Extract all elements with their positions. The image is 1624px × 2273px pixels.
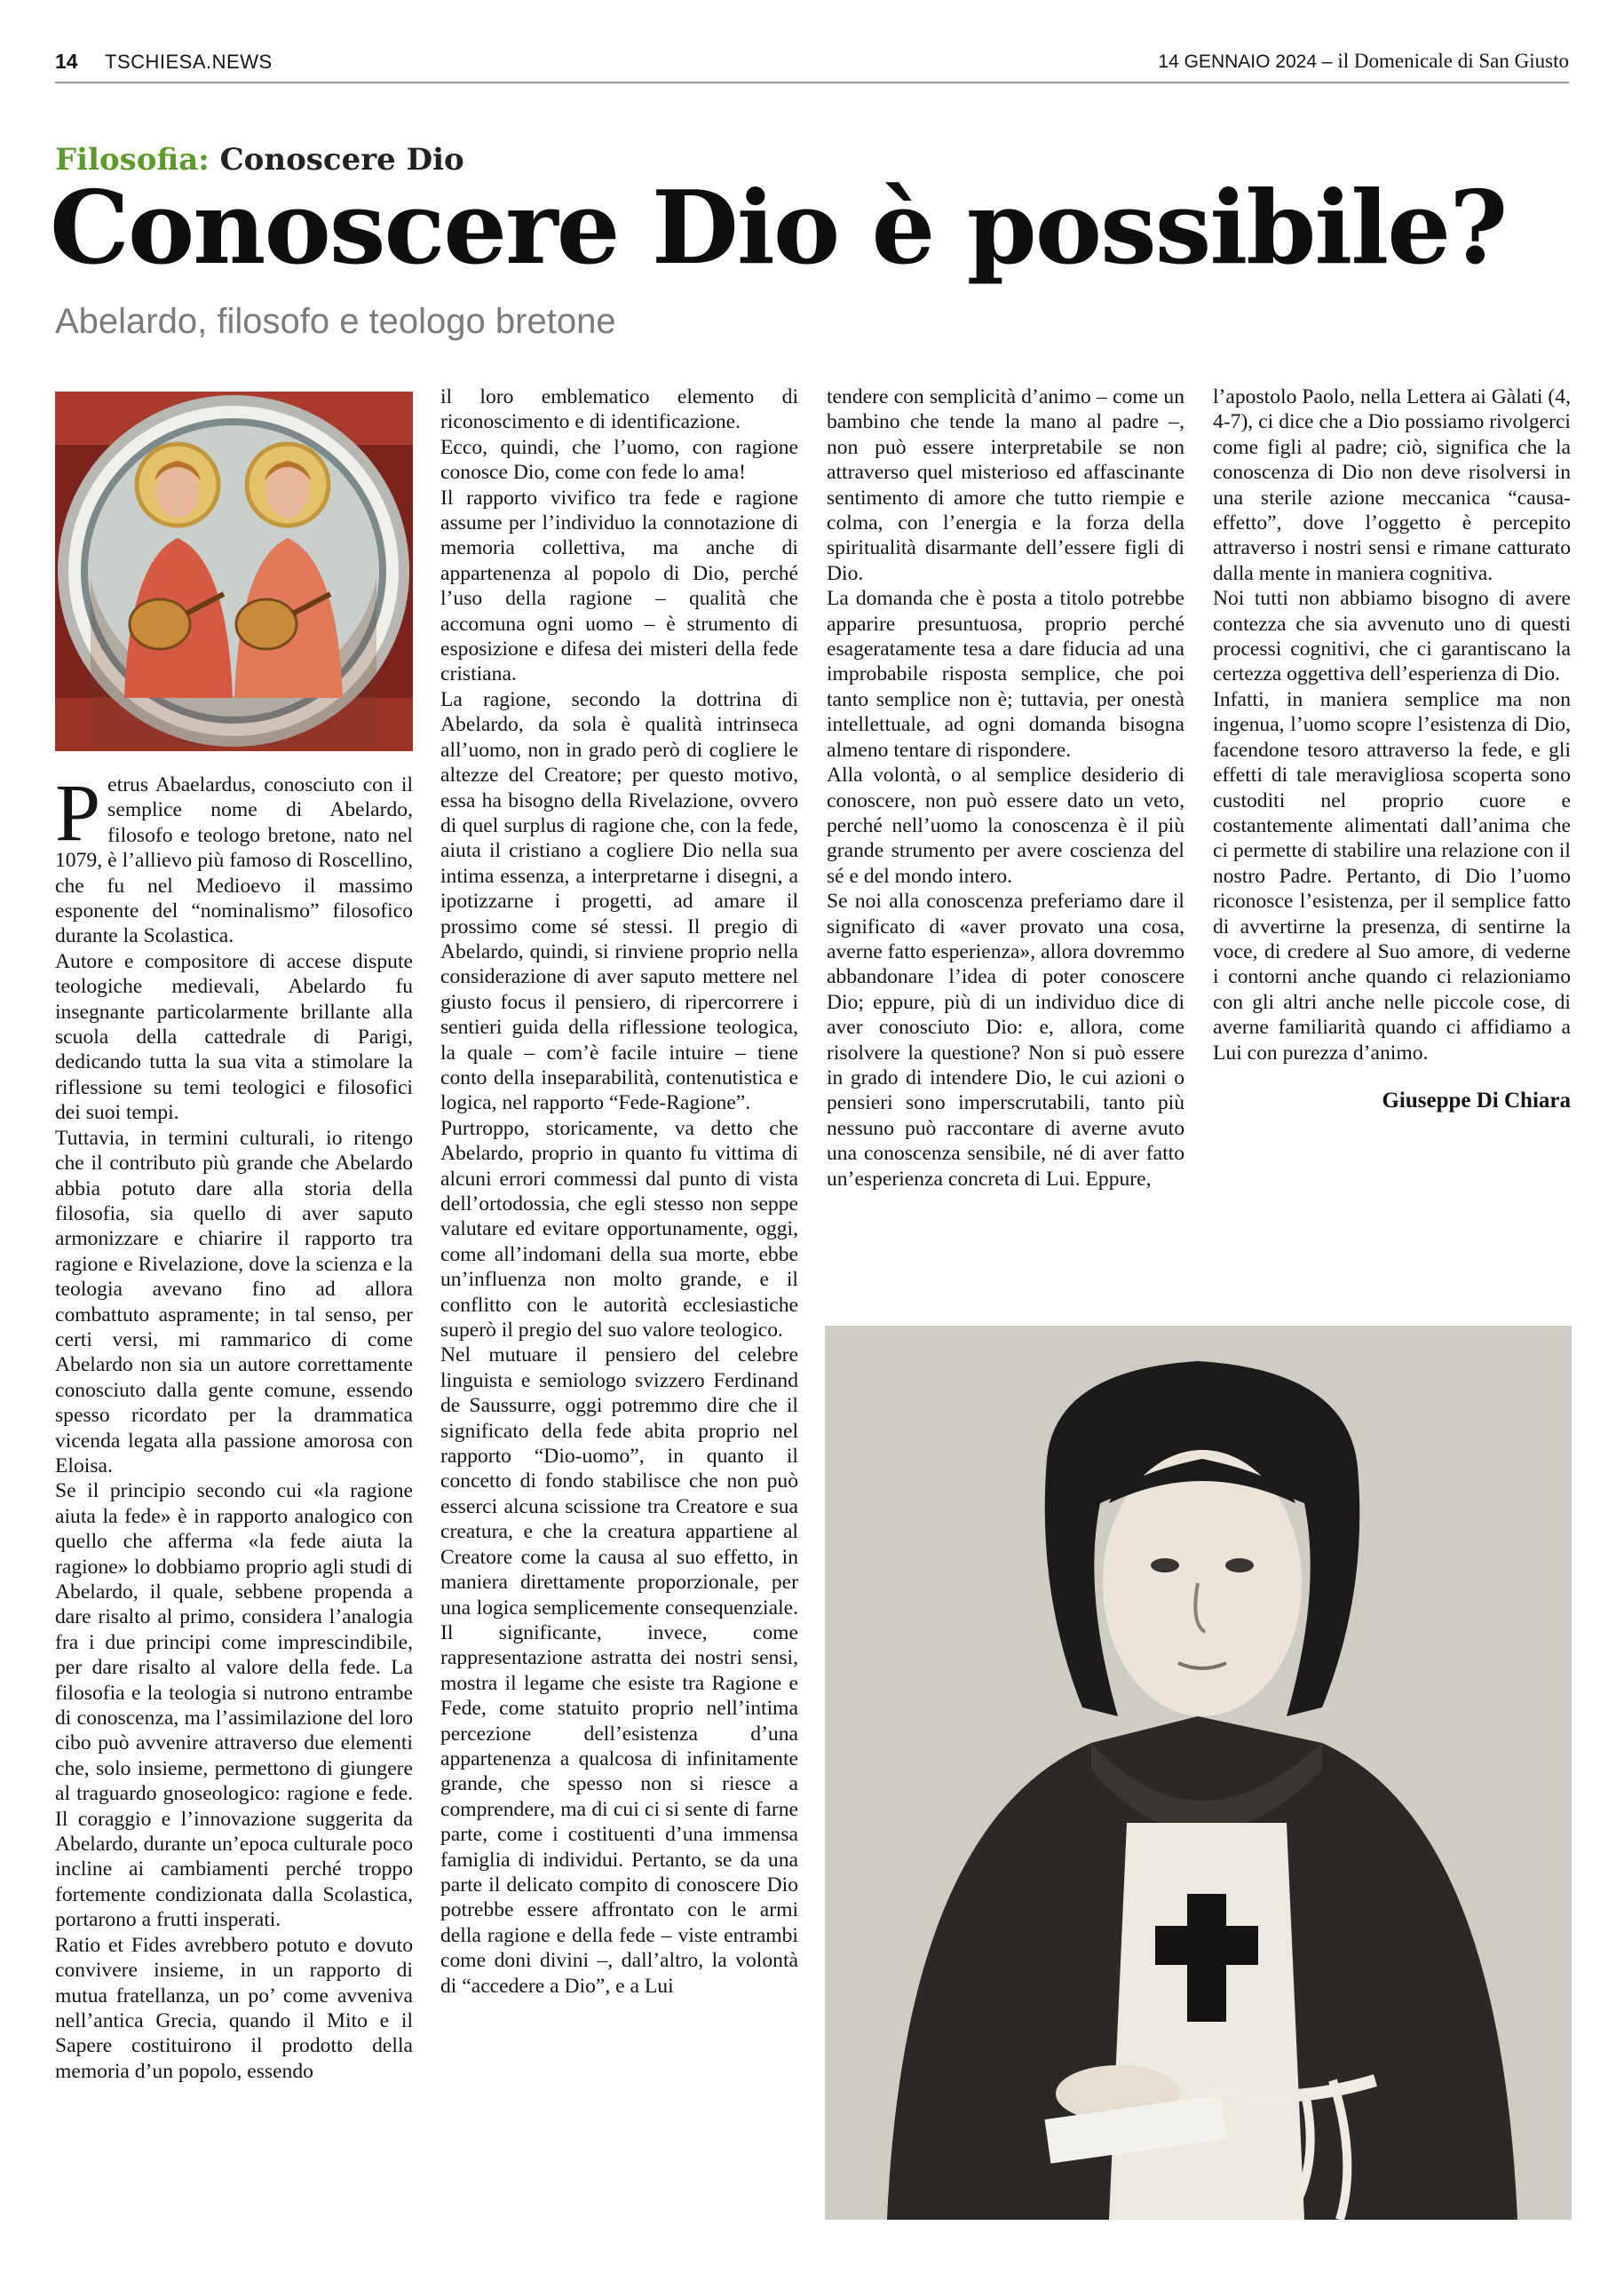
paragraph: Ratio et Fides avrebbero potuto e dovuto convivere insieme, in un rapporto di mutua fratellanza, un po’ come avveniva nell’antica Grecia, quando il Mito e il Sapere costituirono il prodotto della memoria d’un popolo, essendo: [55, 1933, 413, 2083]
header-rule: [55, 82, 1569, 83]
paragraph: [55, 767, 413, 949]
fresco-image: [55, 392, 413, 751]
column-2: [440, 384, 798, 1999]
paragraph: Il rapporto vivifico tra fede e ragione assume per l’individuo la connotazione di memoria collettiva, ma anche di appartenenza al popolo di Dio, perché l’uso della ragione – qualità che accomuna ogni uomo – è strumento di esposizione e difesa dei misteri della fede cristiana.: [440, 486, 798, 686]
drop-cap: P: [55, 767, 101, 858]
site-name: TSCHIESA.NEWS: [105, 51, 273, 73]
paragraph: il loro emblematico elemento di riconoscimento e di identificazione.: [440, 385, 798, 434]
paragraph: Noi tutti non abbiamo bisogno di avere contezza che sia avvenuto uno di questi processi cognitivi, che ci garantiscano la certezza oggettiva dell’esperienza di Dio.: [1213, 587, 1571, 686]
paragraph: Infatti, in maniera semplice ma non ingenua, l’uomo scopre l’esistenza di Dio, facendone tesoro attraverso la fede, e gli effetti di tale meravigliosa scoperta sono custoditi nel proprio cuore e costantemente alimentati dall’anima che ci permette di stabilire una relazione con il nostro Padre. Pertanto, di Dio l’uomo riconosce l’esistenza, per il semplice fatto di avvertirne la presenza, di sentirne la voce, di credere al Suo amore, di vederne i contorni anche quando ci relazioniamo con gli altri anche nelle piccole cose, di averne familiarità quando ci affidiamo a Lui con purezza d’animo.: [1213, 687, 1571, 1065]
headline: Conoscere Dio è possibile?: [50, 169, 1507, 287]
date-text: 14 GENNAIO 2024 –: [1158, 51, 1333, 72]
paragraph: Autore e compositore di accese dispute teologiche medievali, Abelardo fu insegnante particolarmente brillante alla scuola della cattedrale di Parigi, dedicando tutta la sua vita a stimolare la riflessione su temi teologici e filosofici dei suoi tempi.: [55, 949, 413, 1125]
paragraph: Nel mutuare il pensiero del celebre linguista e semiologo svizzero Ferdinand de Saussurre, oggi potremmo dire che il significato della fede abita proprio nel rapporto “Dio-uomo”, in quanto il concetto di fondo stabilisce che non può esserci alcuna scissione tra Creatore e sua creatura, e che la creatura appartiene al Creatore come la causa al suo effetto, in maniera direttamente proporzionale, per una logica semplicemente consequenziale. Il significante, invece, come rappresentazione astratta dei nostri sensi, mostra il legame che esiste tra Ragione e Fede, come statuito proprio nell’intima percezione dell’esistenza d’una appartenenza a qualcosa di infinitamente grande, che spesso non si riesce a comprendere, ma di cui ci si sente di farne parte, come i costituenti d’una immensa famiglia di individui. Pertanto, se da una parte il delicato compito di conoscere Dio potrebbe essere affrontato con le armi della ragione e della fede – viste entrambi come doni divini –, dall’altro, la volontà di “accedere a Dio”, e a Lui: [440, 1343, 798, 1998]
paragraph: tendere con semplicità d’animo – come un bambino che tende la mano al padre –, non può essere interpretabile se non attraverso quel misterioso ed affascinante sentimento di amore che tutto riempie e colma, con l’energia e la forza della spiritualità disarmante dell’essere figli di Dio.: [827, 385, 1184, 585]
page-number: 14: [55, 50, 78, 73]
paragraph: La domanda che è posta a titolo potrebbe apparire presuntuosa, proprio perché esageratamente tesa a dare fiducia ad una improbabile risposta semplice, che poi tanto semplice non è; tuttavia, per onestà intellettuale, ad ogni domanda bisogna almeno tentare di rispondere.: [827, 587, 1184, 762]
publication-name: il Domenicale di San Giusto: [1337, 50, 1569, 72]
paragraph: Alla volontà, o al semplice desiderio di conoscere, non può essere dato un veto, perché nell’uomo la conoscenza è il più grande strumento per avere coscienza del sé e del mondo intero.: [827, 764, 1184, 888]
column-3: [827, 384, 1184, 1192]
paragraph: La ragione, secondo la dottrina di Abelardo, da sola è qualità intrinseca all’uomo, non in grado però di cogliere le altezze del Creatore; per questo motivo, essa ha bisogno della Rivelazione, ovvero di quel surplus di ragione che, con la fede, aiuta il cristiano a cogliere Dio nella sua intima essenza, a interpretarne i disegni, a ipotizzarne i progetti, ad amare il prossimo come sé stessi. Il pregio di Abelardo, quindi, si rinviene proprio nella considerazione di aver saputo mettere nel giusto focus il pensiero, di ripercorrere i sentieri guida della riflessione teologica, la quale – com’è facile intuire – tiene conto della inseparabilità, contenutistica e logica, nel rapporto “Fede-Ragione”.: [440, 687, 798, 1115]
section-label: Filosofia:: [55, 142, 210, 178]
author-byline: Giuseppe Di Chiara: [1382, 1088, 1571, 1113]
page-header: [55, 44, 1569, 80]
issue-date: [1158, 50, 1569, 73]
paragraph: Se noi alla conoscenza preferiamo dare il significato di «aver provato una cosa, averne fatto esperienza», allora dovremmo abbandonare l’idea di poter conoscere Dio; eppure, più di un individuo dice di aver conosciuto Dio: e, allora, come risolvere la questione? Non si può essere in grado di intendere Dio, le cui azioni o pensieri sono imperscrutabili, tanto più nessuno può raccontare di averne avuto una conoscenza sensibile, né di aver fatto un’esperienza concreta di Lui. Eppure,: [827, 890, 1184, 1191]
column-1: [55, 767, 413, 2084]
paragraph: Se il principio secondo cui «la ragione aiuta la fede» è in rapporto analogico con quello che afferma «la fede aiuta la ragione» lo dobbiamo proprio agli studi di Abelardo, il quale, sebbene propenda a dare risalto al primo, considera l’analogia fra i due principi come imprescindibile, per dare risalto al valore della fede. La filosofia e la teologia si nutrono entrambe di conoscenza, ma l’assimilazione del loro cibo può avvenire attraverso due elementi che, solo insieme, permettono di giungere al traguardo gnoseologico: ragione e fede. Il coraggio e l’innovazione suggerita da Abelardo, durante un’epoca culturale poco incline ai cambiamenti perché troppo fortemente condizionata dalla Scolastica, portarono a frutti insperati.: [55, 1479, 413, 1932]
paragraph: Purtroppo, storicamente, va detto che Abelardo, proprio in quanto fu vittima di alcuni errori commessi dal punto di vista dell’ortodossia, che egli stesso non seppe valutare ed evitare opportunamente, oggi, come all’indomani della sua morte, ebbe un’influenza non molto grande, e il conflitto con le autorità ecclesiastiche superò il pregio del suo valore teologico.: [440, 1116, 798, 1342]
subtitle: Abelardo, filosofo e teologo bretone: [55, 302, 616, 341]
portrait-image: [825, 1326, 1572, 2220]
paragraph-text: etrus Abaelardus, conosciuto con il semplice nome di Abelardo, filosofo e teologo bretone, nato nel 1079, è l’allievo più famoso di Roscellino, che fu nel Medioevo il massimo esponente del “nominalismo” filosofico durante la Scolastica.: [55, 773, 413, 948]
paragraph: Tuttavia, in termini culturali, io ritengo che il contributo più grande che Abelardo abbia potuto dare alla storia della filosofia, sia quello di aver saputo armonizzare e chiarire il rapporto tra ragione e Rivelazione, dove la scienza e la teologia avevano fino ad allora combattuto aspramente; in tal senso, per certi versi, mi rammarico di come Abelardo non sia un autore correttamente conosciuto dalla gente comune, essendo spesso ricordato per la drammatica vicenda legata alla passione amorosa con Eloisa.: [55, 1126, 413, 1477]
paragraph: Ecco, quindi, che l’uomo, con ragione conosce Dio, come con fede lo ama!: [440, 435, 798, 485]
column-4: [1213, 384, 1571, 1113]
paragraph: l’apostolo Paolo, nella Lettera ai Gàlati (4, 4-7), ci dice che a Dio possiamo rivolgerci come figli al padre; ciò, significa che la conoscenza di Dio non deve risolversi in una sterile azione meccanica “causa-effetto”, dove l’oggetto è percepito attraverso i nostri sensi e rimane catturato dalla mente in maniera cognitiva.: [1213, 385, 1571, 585]
topic-label: Conoscere Dio: [219, 142, 464, 178]
